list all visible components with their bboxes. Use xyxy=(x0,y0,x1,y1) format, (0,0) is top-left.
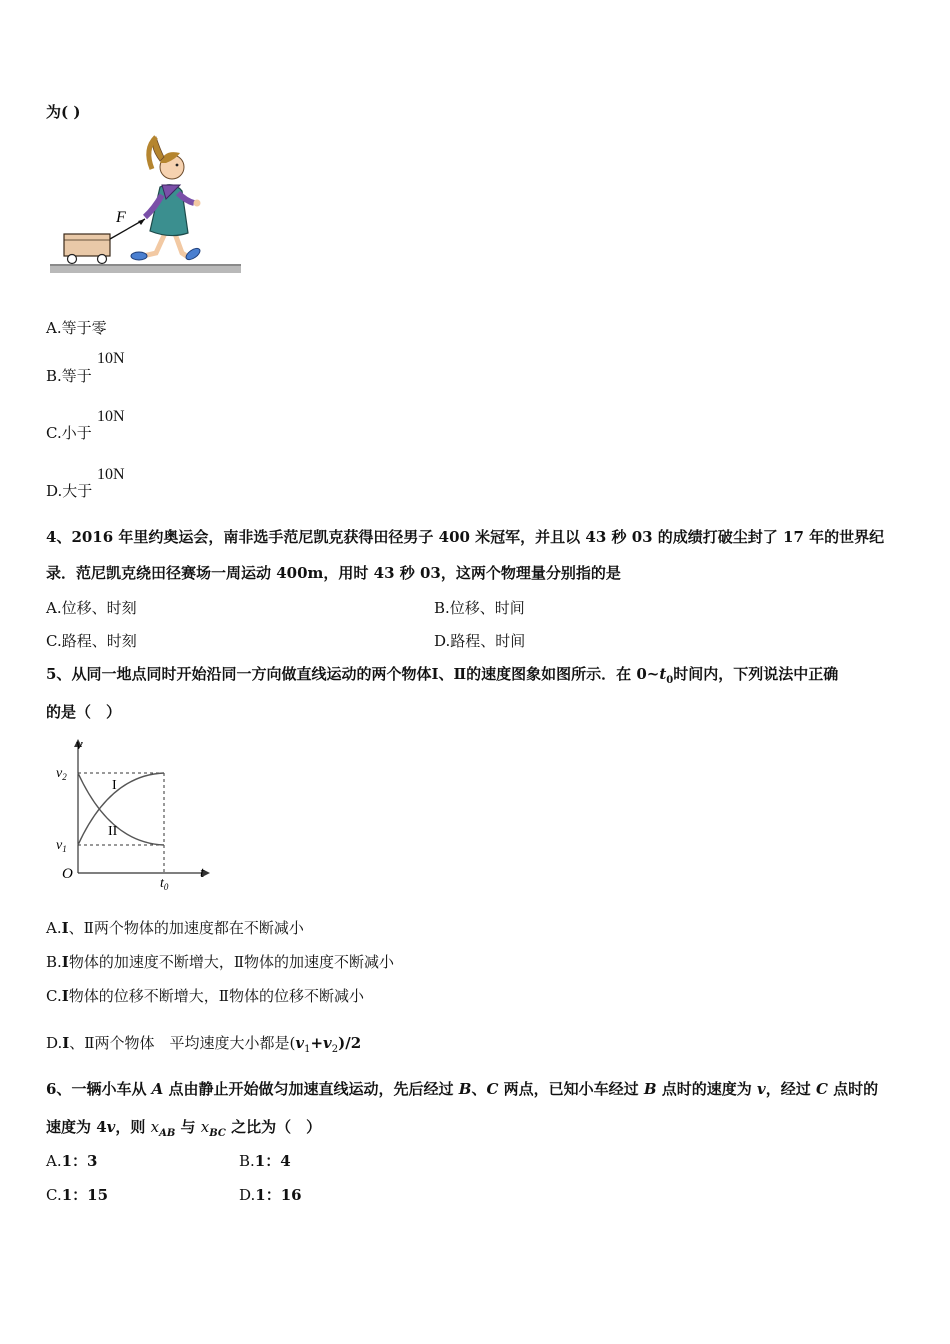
origin-label: O xyxy=(62,866,73,882)
curve-ii-label: II xyxy=(108,824,118,839)
option-text: 小于 xyxy=(61,424,92,442)
v-axis-label: v xyxy=(76,737,83,753)
q6-option-b[interactable]: B.1：4 xyxy=(239,1152,291,1170)
option-text: 等于零 xyxy=(61,319,107,337)
q5-stem-line1: 5、从同一地点同时开始沿同一方向做直线运动的两个物体Ⅰ、Ⅱ的速度图象如图所示．在 $0\sim t_0$时间内，下列说法中正确 xyxy=(46,665,839,686)
q4-stem-line1: 4、2016 年里约奥运会，南非选手范尼凯克获得田径男子 400 米冠军，并且以 43 秒 03 的成绩打破尘封了 17 年的世界纪 xyxy=(46,528,885,546)
shoe-left xyxy=(131,252,147,260)
q6-stem-line2: 速度为 4v，则 $x_{AB}$ 与 $x_{BC}$ 之比为（ ） xyxy=(46,1118,322,1139)
v1-label: $v_1$ xyxy=(56,838,67,854)
option-letter: B. xyxy=(46,367,62,385)
q3-option-c[interactable] xyxy=(46,423,92,443)
q6-stem-line1: 6、一辆小车从 A 点由静止开始做匀加速直线运动，先后经过 B、C 两点，已知小车经过 B 点时的速度为 v，经过 C 点时的 xyxy=(46,1080,879,1098)
q3-option-c-value: 10N xyxy=(97,408,125,425)
q3-tail: 为( ) xyxy=(46,103,81,121)
option-letter: C. xyxy=(46,424,62,442)
curve-i xyxy=(78,773,164,845)
q6-option-a[interactable]: A.1：3 xyxy=(46,1152,98,1170)
option-letter: A. xyxy=(46,319,62,337)
question-number: 4、 xyxy=(46,528,72,546)
q5-option-c[interactable]: C.I物体的位移不断增大，Ⅱ物体的位移不断减小 xyxy=(46,987,364,1005)
q3-option-d-value: 10N xyxy=(97,466,125,483)
q4-option-c[interactable]: C.路程、时刻 xyxy=(46,632,137,650)
curve-ii xyxy=(78,773,164,845)
q4-option-b[interactable]: B.位移、时间 xyxy=(434,599,525,617)
v2-label: $v_2$ xyxy=(56,766,67,782)
q5-stem-line2: 的是（ ） xyxy=(46,703,122,721)
option-letter: D. xyxy=(46,482,63,500)
q3-option-b[interactable] xyxy=(46,366,92,386)
q5-option-a[interactable]: A.I、Ⅱ两个物体的加速度都在不断减小 xyxy=(46,919,304,937)
cart-wheel-left xyxy=(68,255,77,264)
q6-option-d[interactable]: D.1：16 xyxy=(239,1186,302,1204)
curve-i-label: I xyxy=(112,778,117,793)
cart-wheel-right xyxy=(98,255,107,264)
cart-box xyxy=(64,234,110,256)
q3-option-b-value: 10N xyxy=(97,350,125,367)
force-label: F xyxy=(116,209,126,226)
girl-pulling-cart-figure xyxy=(48,135,243,283)
shoe-right xyxy=(184,246,202,262)
q6-option-c[interactable]: C.1：15 xyxy=(46,1186,109,1204)
velocity-time-graph xyxy=(50,735,220,895)
q5-option-d[interactable]: D.I、Ⅱ两个物体 平均速度大小都是$(v_1+v_2)/2$ xyxy=(46,1034,362,1055)
q4-option-a[interactable]: A.位移、时刻 xyxy=(46,599,137,617)
q3-option-d[interactable] xyxy=(46,481,92,501)
option-text: 大于 xyxy=(62,482,93,500)
t0-label: $t_0$ xyxy=(160,876,169,892)
q4-option-d[interactable]: D.路程、时间 xyxy=(434,632,526,650)
q3-option-a[interactable] xyxy=(46,318,107,338)
question-number: 6、 xyxy=(46,1080,72,1098)
q4-stem-line2: 录．范尼凯克绕田径赛场一周运动 400m，用时 43 秒 03，这两个物理量分别指的是 xyxy=(46,564,621,582)
question-number: 5、 xyxy=(46,665,72,683)
t-axis-label: t xyxy=(200,865,205,881)
option-text: 等于 xyxy=(61,367,92,385)
q5-option-b[interactable]: B.I物体的加速度不断增大，Ⅱ物体的加速度不断减小 xyxy=(46,953,395,971)
